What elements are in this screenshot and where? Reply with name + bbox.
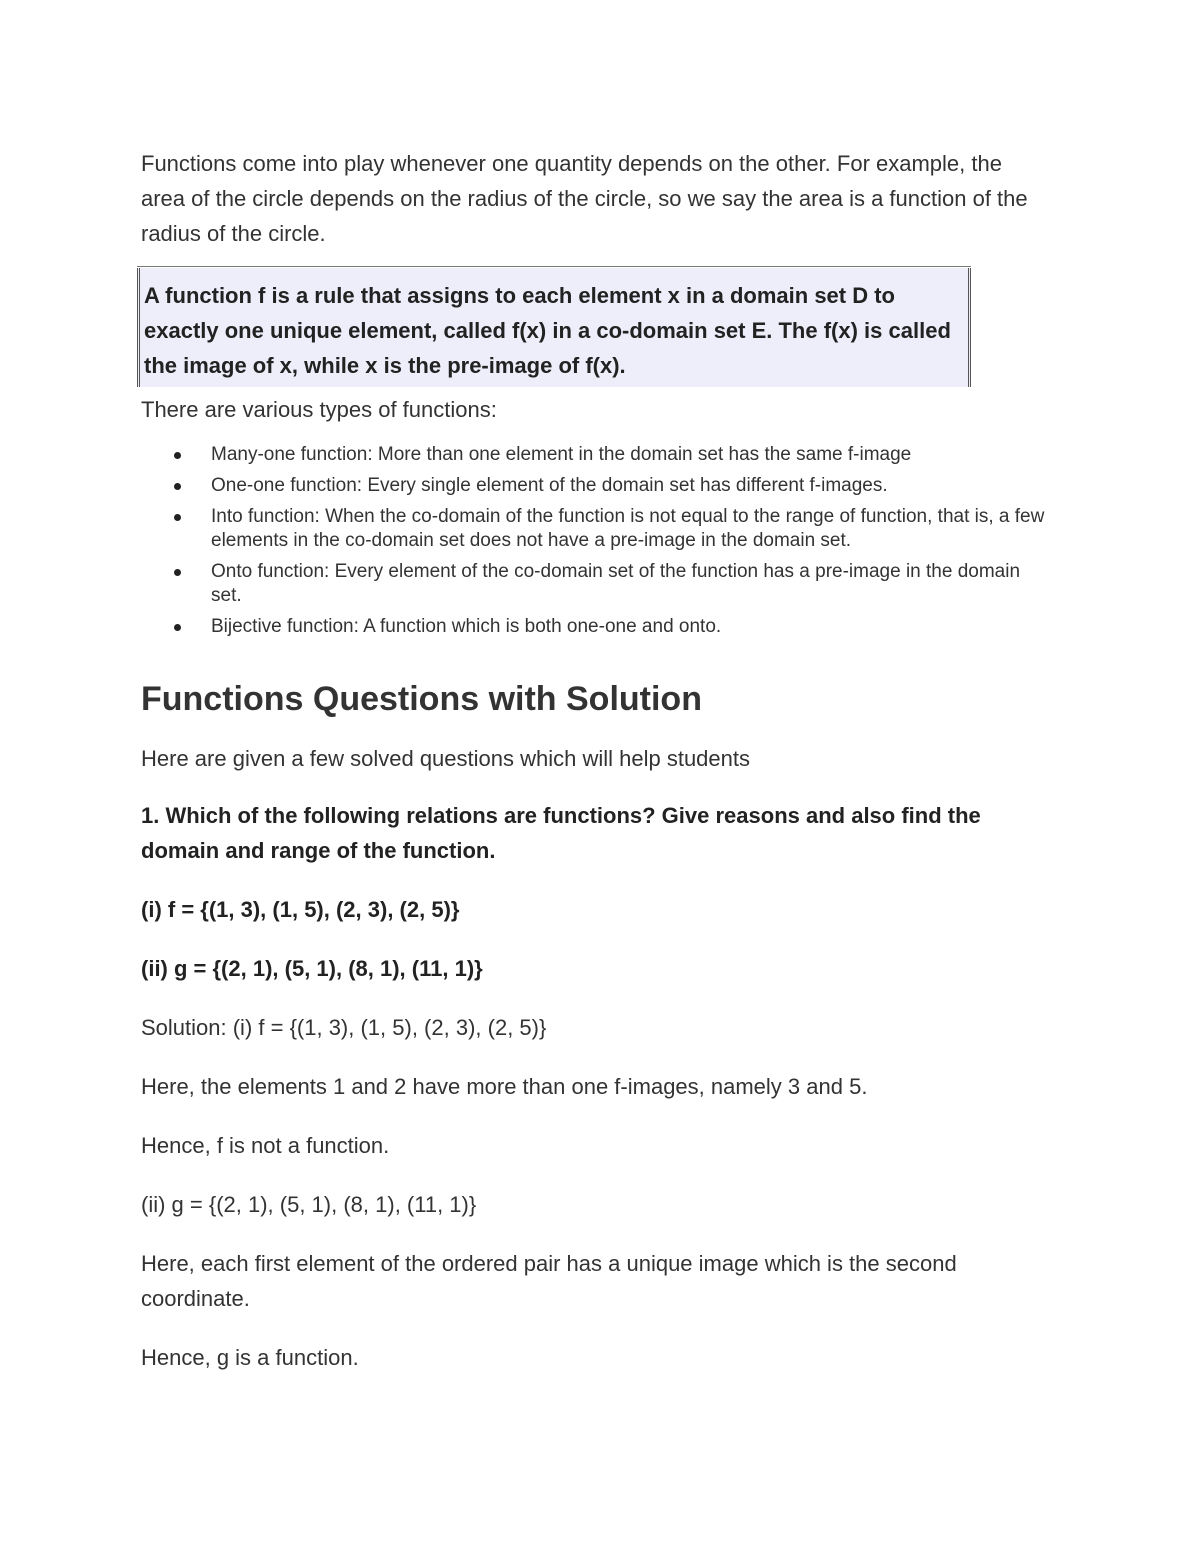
question-part-ii: (ii) g = {(2, 1), (5, 1), (8, 1), (11, 1)} [141,956,483,981]
types-title: There are various types of functions: [141,397,497,422]
solution-line-6: Hence, g is a function. [141,1345,359,1370]
list-item [141,560,1051,608]
bullet-icon [174,569,181,576]
bullet-icon [174,452,181,459]
question-part-i: (i) f = {(1, 3), (1, 5), (2, 3), (2, 5)} [141,897,460,922]
question-title: 1. Which of the following relations are functions? Give reasons and also find the domain and range of the function. [141,803,981,863]
document-page [141,146,1051,1375]
definition-text: A function f is a rule that assigns to each element x in a domain set D to exactly one unique element, called f(x) in a co-domain set E. The f(x) is called the image of x, while x is the pre-image of f(x). [144,283,951,378]
list-item [141,443,1051,467]
list-item-text: Onto function: Every element of the co-domain set of the function has a pre-image in the domain set. [211,561,1021,606]
list-item-text: Bijective function: A function which is both one-one and onto. [211,616,722,637]
solution-line-5: Here, each first element of the ordered pair has a unique image which is the second coordinate. [141,1251,957,1311]
definition-box [137,268,971,387]
bullet-icon [174,514,181,521]
bullet-icon [174,624,181,631]
solution-line-4: (ii) g = {(2, 1), (5, 1), (8, 1), (11, 1)} [141,1192,477,1217]
list-item-text: Into function: When the co-domain of the function is not equal to the range of function, that is, a few elements in the co-domain set does not have a pre-image in the domain set. [211,506,1045,551]
list-item [141,474,1051,498]
solution-line-2: Here, the elements 1 and 2 have more than one f-images, namely 3 and 5. [141,1074,868,1099]
list-item-text: One-one function: Every single element of the domain set has different f-images. [211,475,888,496]
section-lead: Here are given a few solved questions which will help students [141,746,750,771]
intro-paragraph: Functions come into play whenever one quantity depends on the other. For example, the area of the circle depends on the radius of the circle, so we say the area is a function of the radius of the circle. [141,151,1028,246]
function-types-list [141,443,1051,639]
section-heading: Functions Questions with Solution [141,680,702,718]
list-item [141,505,1051,553]
solution-line-3: Hence, f is not a function. [141,1133,390,1158]
list-item [141,615,1051,639]
bullet-icon [174,483,181,490]
solution-line-1: Solution: (i) f = {(1, 3), (1, 5), (2, 3), (2, 5)} [141,1015,547,1040]
list-item-text: Many-one function: More than one element in the domain set has the same f-image [211,444,912,465]
